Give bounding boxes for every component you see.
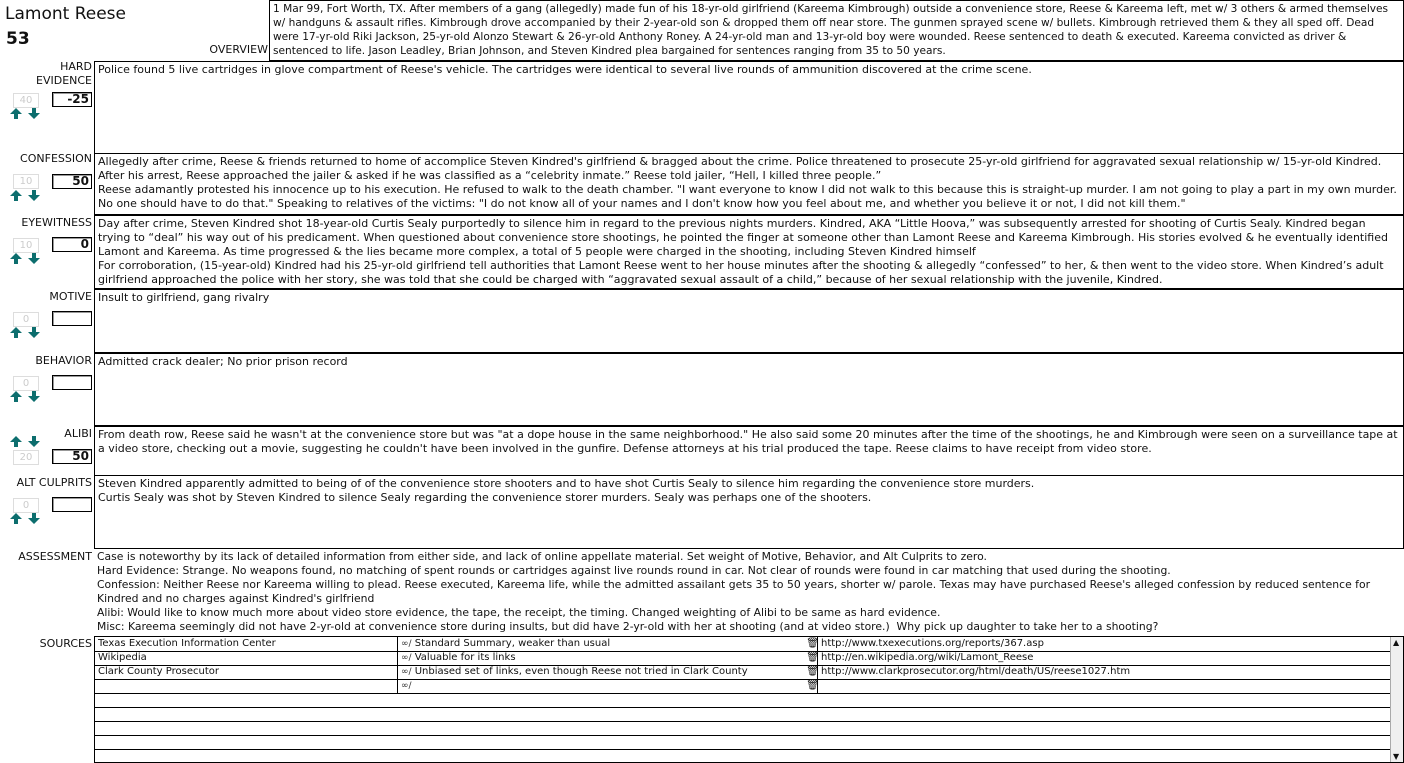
section-label-behavior: BEHAVIOR xyxy=(35,354,92,367)
score-field-eyewitness[interactable]: 0 xyxy=(52,237,92,252)
arrow-up-icon[interactable] xyxy=(10,253,22,264)
source-note: Unbiased set of links, even though Reese not tried in Clark County xyxy=(414,666,748,677)
assessment-text[interactable]: Case is noteworthy by its lack of detailed information from either side, and lack of online appellate material. Set weight of Motive, Behavior, and Alt Culprits to zero. Hard Evidence: Strange. No weapons found, no matching of spent rounds or cartridges against live rounds round in car. Not clear of rounds were found in car matching that used during the shooting. Confession: Neither Reese nor Kareema willing to plead. Reese executed, Kareema life, while the admitted assailant gets 35 to 50 years, shorter w/ parole. Texas may have purchased Reese's alleged confession by reduced sentence for Kindred and no charges against Kindred's girlfriend Alibi: Would like to know much more about video store evidence, the tape, the receipt, the timing. Changed weighting of Alibi to be same as hard evidence. Misc: Kareema seemingly did not have 2-yr-old at convenience store during insults, but did have 2-yr-old with her at shooting (and at video store.) Why pick up daughter to take her to a shooting? xyxy=(94,549,1404,637)
weight-stepper-alibi[interactable] xyxy=(10,436,46,448)
source-url[interactable]: http://www.txexecutions.org/reports/367.asp xyxy=(817,637,1395,651)
section-label-assessment: ASSESSMENT xyxy=(18,550,92,563)
trash-icon[interactable]: 🗑 xyxy=(806,652,819,663)
sources-scrollbar[interactable] xyxy=(1390,637,1403,762)
weight-field-eyewitness[interactable]: 10 xyxy=(13,238,39,253)
weight-stepper-behavior[interactable] xyxy=(10,391,46,403)
overview-text[interactable]: 1 Mar 99, Fort Worth, TX. After members of a gang (allegedly) made fun of his 18-yr-old girlfriend (Kareema Kimbrough) outside a convenience store, Reese & Kareema left, met w/ 3 others & armed themselves w/ handguns & assault rifles. Kimbrough drove accompanied by their 2-year-old son & dropped them off near store. The gunmen sprayed scene w/ bullets. Kimbrough retrieved them & they all sped off. Dead were 17-yr-old Riki Jackson, 25-yr-old Alonzo Stewart & 26-yr-old Anthony Roney. A 24-yr-old man and 13-yr-old boy were wounded. Reese sentenced to death & executed. Kareema convicted as driver & sentenced to life. Jason Leadley, Brian Johnson, and Steven Kindred plea bargained for sentences ranging from 35 to 50 years. xyxy=(269,0,1404,61)
section-label-eyewitness: EYEWITNESS xyxy=(21,216,92,229)
glasses-icon[interactable]: ∞∕ xyxy=(401,667,412,677)
source-note: Standard Summary, weaker than usual xyxy=(414,638,611,649)
arrow-down-icon[interactable] xyxy=(28,513,40,524)
empty-row[interactable] xyxy=(95,749,1391,763)
source-name[interactable]: Clark County Prosecutor xyxy=(98,666,219,677)
sources-table[interactable] xyxy=(94,636,1404,763)
section-label-alibi: ALIBI xyxy=(64,427,92,440)
section-label-motive: MOTIVE xyxy=(49,290,92,303)
source-name[interactable] xyxy=(98,679,394,693)
weight-field-motive[interactable]: 0 xyxy=(13,312,39,327)
arrow-up-icon[interactable] xyxy=(10,391,22,402)
arrow-down-icon[interactable] xyxy=(28,190,40,201)
source-row[interactable] xyxy=(95,665,1391,680)
source-row[interactable] xyxy=(95,637,1391,652)
section-text-confession[interactable]: Allegedly after crime, Reese & friends returned to home of accomplice Steven Kindred's girlfriend & bragged about the crime. Police threatened to prosecute 25-yr-old girlfriend for aggravated sexual relationship w/ 15-yr-old Kindred. After his arrest, Reese approached the jailer & asked if he was classified as a “celebrity inmate.” Reese told jailer, “Hell, I killed three people.” Reese adamantly protested his innocence up to his execution. He refused to walk to the death chamber. "I want everyone to know I did not walk to this because this is straight-up murder. I am not going to play a part in my own murder. No one should have to do that." Speaking to relatives of the victims: "I do not know all of your names and I don't know how you feel about me, and whether you believe it or not, I did not kill them." xyxy=(94,153,1404,215)
weight-stepper-motive[interactable] xyxy=(10,327,46,339)
source-name[interactable]: Wikipedia xyxy=(98,652,147,663)
source-note-cell[interactable] xyxy=(397,651,821,665)
section-text-behavior[interactable]: Admitted crack dealer; No prior prison record xyxy=(94,353,1404,426)
arrow-up-icon[interactable] xyxy=(10,436,22,447)
section-text-alibi[interactable]: From death row, Reese said he wasn't at the convenience store but was "at a dope house in the same neighborhood." He also said some 20 minutes after the time of the shootings, he and Kimbrough were seen on a surveillance tape at a video store, checking out a movie, suggesting he couldn't have been involved in the gunfire. Defense attorneys at his trial produced the tape. Reese claims to have receipt from video store. xyxy=(94,426,1404,476)
empty-row[interactable] xyxy=(95,721,1391,736)
overview-label: OVERVIEW xyxy=(209,43,268,56)
weight-field-alibi[interactable]: 20 xyxy=(13,450,39,465)
source-url[interactable]: http://www.clarkprosecutor.org/html/death/US/reese1027.htm xyxy=(817,665,1395,679)
defendant-name: Lamont Reese xyxy=(5,4,126,24)
weight-stepper-eyewitness[interactable] xyxy=(10,253,46,265)
section-label-confession: CONFESSION xyxy=(20,152,92,165)
glasses-icon[interactable]: ∞∕ xyxy=(401,639,412,649)
source-row[interactable] xyxy=(95,651,1391,666)
arrow-down-icon[interactable] xyxy=(28,108,40,119)
score-field-alt-culprits[interactable] xyxy=(52,497,92,512)
scroll-up-icon[interactable]: ▲ xyxy=(1393,638,1400,647)
arrow-down-icon[interactable] xyxy=(28,253,40,264)
weight-stepper-hard-evidence[interactable] xyxy=(10,108,46,120)
case-number: 53 xyxy=(6,29,30,49)
score-field-hard-evidence[interactable]: -25 xyxy=(52,92,92,107)
arrow-up-icon[interactable] xyxy=(10,327,22,338)
source-name[interactable]: Texas Execution Information Center xyxy=(98,638,276,649)
sources-label: SOURCES xyxy=(39,637,92,650)
source-note-cell[interactable] xyxy=(397,637,821,651)
arrow-up-icon[interactable] xyxy=(10,108,22,119)
weight-field-confession[interactable]: 10 xyxy=(13,174,39,189)
arrow-down-icon[interactable] xyxy=(28,327,40,338)
arrow-up-icon[interactable] xyxy=(10,513,22,524)
source-url[interactable]: http://en.wikipedia.org/wiki/Lamont_Reese xyxy=(817,651,1395,665)
score-field-motive[interactable] xyxy=(52,311,92,326)
source-note: Valuable for its links xyxy=(414,652,516,663)
section-text-motive[interactable]: Insult to girlfriend, gang rivalry xyxy=(94,289,1404,353)
section-label-alt-culprits: ALT CULPRITS xyxy=(16,476,92,489)
source-url[interactable] xyxy=(817,679,1395,693)
scroll-down-icon[interactable]: ▼ xyxy=(1393,752,1400,761)
weight-stepper-alt-culprits[interactable] xyxy=(10,513,46,525)
section-label-hard-evidence: HARD EVIDENCE xyxy=(36,60,92,87)
section-text-alt-culprits[interactable]: Steven Kindred apparently admitted to being of of the convenience store shooters and to have shot Curtis Sealy to silence him regarding the convenience store murders. Curtis Sealy was shot by Steven Kindred to silence Sealy regarding the convenience storer murders. Sealy was perhaps one of the shooters. xyxy=(94,475,1404,549)
source-note-cell[interactable] xyxy=(397,679,821,693)
score-field-alibi[interactable]: 50 xyxy=(52,449,92,464)
weight-stepper-confession[interactable] xyxy=(10,190,46,202)
arrow-up-icon[interactable] xyxy=(10,190,22,201)
source-row[interactable] xyxy=(95,679,1391,694)
empty-row[interactable] xyxy=(95,707,1391,722)
glasses-icon[interactable]: ∞∕ xyxy=(401,653,412,663)
glasses-icon[interactable]: ∞∕ xyxy=(401,681,412,691)
arrow-down-icon[interactable] xyxy=(28,436,40,447)
score-field-behavior[interactable] xyxy=(52,375,92,390)
score-field-confession[interactable]: 50 xyxy=(52,174,92,189)
section-text-eyewitness[interactable]: Day after crime, Steven Kindred shot 18-year-old Curtis Sealy purportedly to silence him in regard to the previous nights murders. Kindred, AKA “Little Hoova,” was subsequently arrested for shooting of Curtis Sealy. Kindred began trying to “deal” his way out of his predicament. When questioned about convenience store shootings, he pointed the finger at someone other than Lamont Reese and Kareema Kimbrough. His stories evolved & he eventually identified Lamont and Kareema. As time progressed & the lies became more complex, a total of 5 people were charged in the shooting, including Steven Kindred himself For corroboration, (15-year-old) Kindred had his 25-yr-old girlfriend tell authorities that Lamont Reese went to her house minutes after the shooting & allegedly “confessed” to her, & then went to the video store. When Kindred’s adult girlfriend approached the police with her story, she was told that she could be charged with “aggravated sexual assault of a child,” because of her sexual relationship with the juvenile, Kindred. xyxy=(94,215,1404,289)
empty-row[interactable] xyxy=(95,693,1391,708)
trash-icon[interactable]: 🗑 xyxy=(806,666,819,677)
weight-field-hard-evidence[interactable]: 40 xyxy=(13,93,39,108)
empty-row[interactable] xyxy=(95,735,1391,750)
weight-field-alt-culprits[interactable]: 0 xyxy=(13,498,39,513)
section-text-hard-evidence[interactable]: Police found 5 live cartridges in glove compartment of Reese's vehicle. The cartridges were identical to several live rounds of ammunition discovered at the crime scene. xyxy=(94,61,1404,154)
trash-icon[interactable]: 🗑 xyxy=(806,638,819,649)
arrow-down-icon[interactable] xyxy=(28,391,40,402)
weight-field-behavior[interactable]: 0 xyxy=(13,376,39,391)
trash-icon[interactable]: 🗑 xyxy=(806,680,819,691)
source-note-cell[interactable] xyxy=(397,665,821,679)
